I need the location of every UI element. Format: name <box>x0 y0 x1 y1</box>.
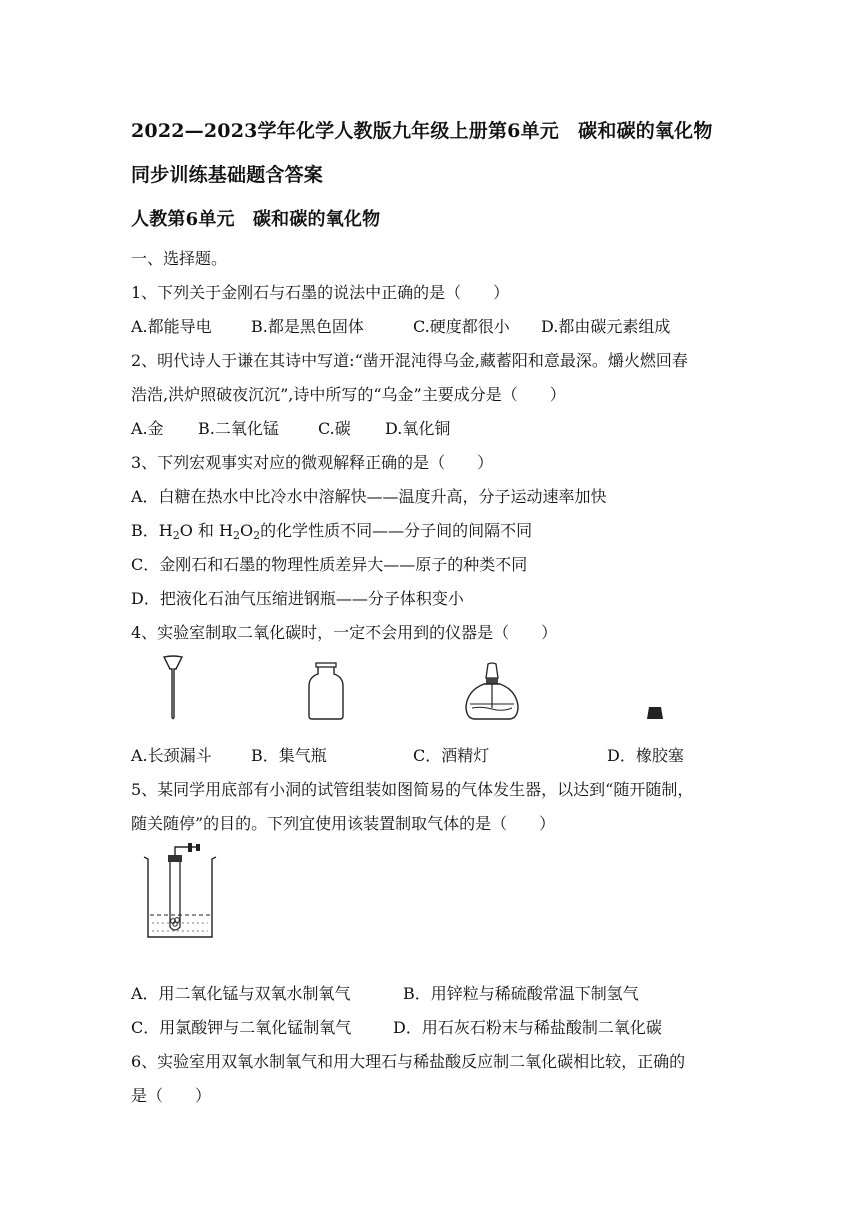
question-6-stem-line-1: 6、实验室用双氧水制氧气和用大理石与稀盐酸反应制二氧化碳相比较，正确的 <box>131 1052 686 1071</box>
option-b-text: O 和 H <box>179 521 233 540</box>
question-2-option-d: D.氧化铜 <box>385 419 451 438</box>
question-1-option-b: B.都是黑色固体 <box>251 317 364 336</box>
rubber-stopper-image <box>646 706 664 720</box>
document-title-line-1: 2022—2023学年化学人教版九年级上册第6单元 碳和碳的氧化物 <box>131 120 713 142</box>
question-2-stem-line-1: 2、明代诗人于谦在其诗中写道:“凿开混沌得乌金,藏蓄阳和意最深。爝火燃回春 <box>131 351 688 370</box>
part-heading: 一、选择题。 <box>131 249 228 268</box>
question-4-option-d: D．橡胶塞 <box>607 746 684 765</box>
question-5-option-b: B．用锌粒与稀硫酸常温下制氢气 <box>403 984 639 1003</box>
question-5-stem-line-2: 随关随停”的目的。下列宜使用该装置制取气体的是（ ） <box>131 814 556 833</box>
question-5-option-c: C．用氯酸钾与二氧化锰制氧气 <box>131 1018 352 1037</box>
question-3-option-a: A．白糖在热水中比冷水中溶解快——温度升高，分子运动速率加快 <box>131 487 607 506</box>
question-3-option-d: D．把液化石油气压缩进钢瓶——分子体积变小 <box>131 589 464 608</box>
alcohol-lamp-image <box>462 662 522 722</box>
gas-generator-apparatus-image <box>140 845 220 941</box>
question-1-option-d: D.都由碳元素组成 <box>541 317 671 336</box>
question-6-stem-line-2: 是（ ） <box>131 1086 212 1105</box>
subscript: 2 <box>172 529 180 542</box>
question-1-stem: 1、下列关于金刚石与石墨的说法中正确的是（ ） <box>131 283 510 302</box>
gas-collecting-bottle-image <box>306 662 346 722</box>
subscript: 2 <box>232 529 240 542</box>
question-4-option-a: A.长颈漏斗 <box>131 746 212 765</box>
document-title-line-2: 同步训练基础题含答案 <box>131 164 324 186</box>
long-neck-funnel-image <box>158 655 188 721</box>
question-2-option-b: B.二氧化锰 <box>198 419 279 438</box>
question-4-option-b: B．集气瓶 <box>251 746 327 765</box>
question-2-option-c: C.碳 <box>318 419 351 438</box>
question-3-option-b <box>131 518 532 541</box>
question-2-option-a: A.金 <box>131 419 164 438</box>
section-heading: 人教第6单元 碳和碳的氧化物 <box>131 209 381 230</box>
option-b-text: B．H <box>131 521 173 540</box>
question-5-option-d: D．用石灰石粉末与稀盐酸制二氧化碳 <box>393 1018 662 1037</box>
option-b-text: O <box>239 521 254 540</box>
question-3-option-c: C．金刚石和石墨的物理性质差异大——原子的种类不同 <box>131 555 528 574</box>
subscript: 2 <box>253 529 261 542</box>
question-5-option-a: A．用二氧化锰与双氧水制氧气 <box>131 984 351 1003</box>
option-b-text: 的化学性质不同——分子间的间隔不同 <box>260 521 533 540</box>
question-1-option-c: C.硬度都很小 <box>413 317 510 336</box>
question-3-stem: 3、下列宏观事实对应的微观解释正确的是（ ） <box>131 453 494 472</box>
question-1-option-a: A.都能导电 <box>131 317 212 336</box>
question-2-stem-line-2: 浩浩,洪炉照破夜沉沉”,诗中所写的“乌金”主要成分是（ ） <box>131 385 566 404</box>
question-4-stem: 4、实验室制取二氧化碳时，一定不会用到的仪器是（ ） <box>131 623 558 642</box>
question-5-stem-line-1: 5、某同学用底部有小洞的试管组装如图简易的气体发生器，以达到“随开随制， <box>131 780 694 799</box>
question-4-option-c: C．酒精灯 <box>413 746 490 765</box>
